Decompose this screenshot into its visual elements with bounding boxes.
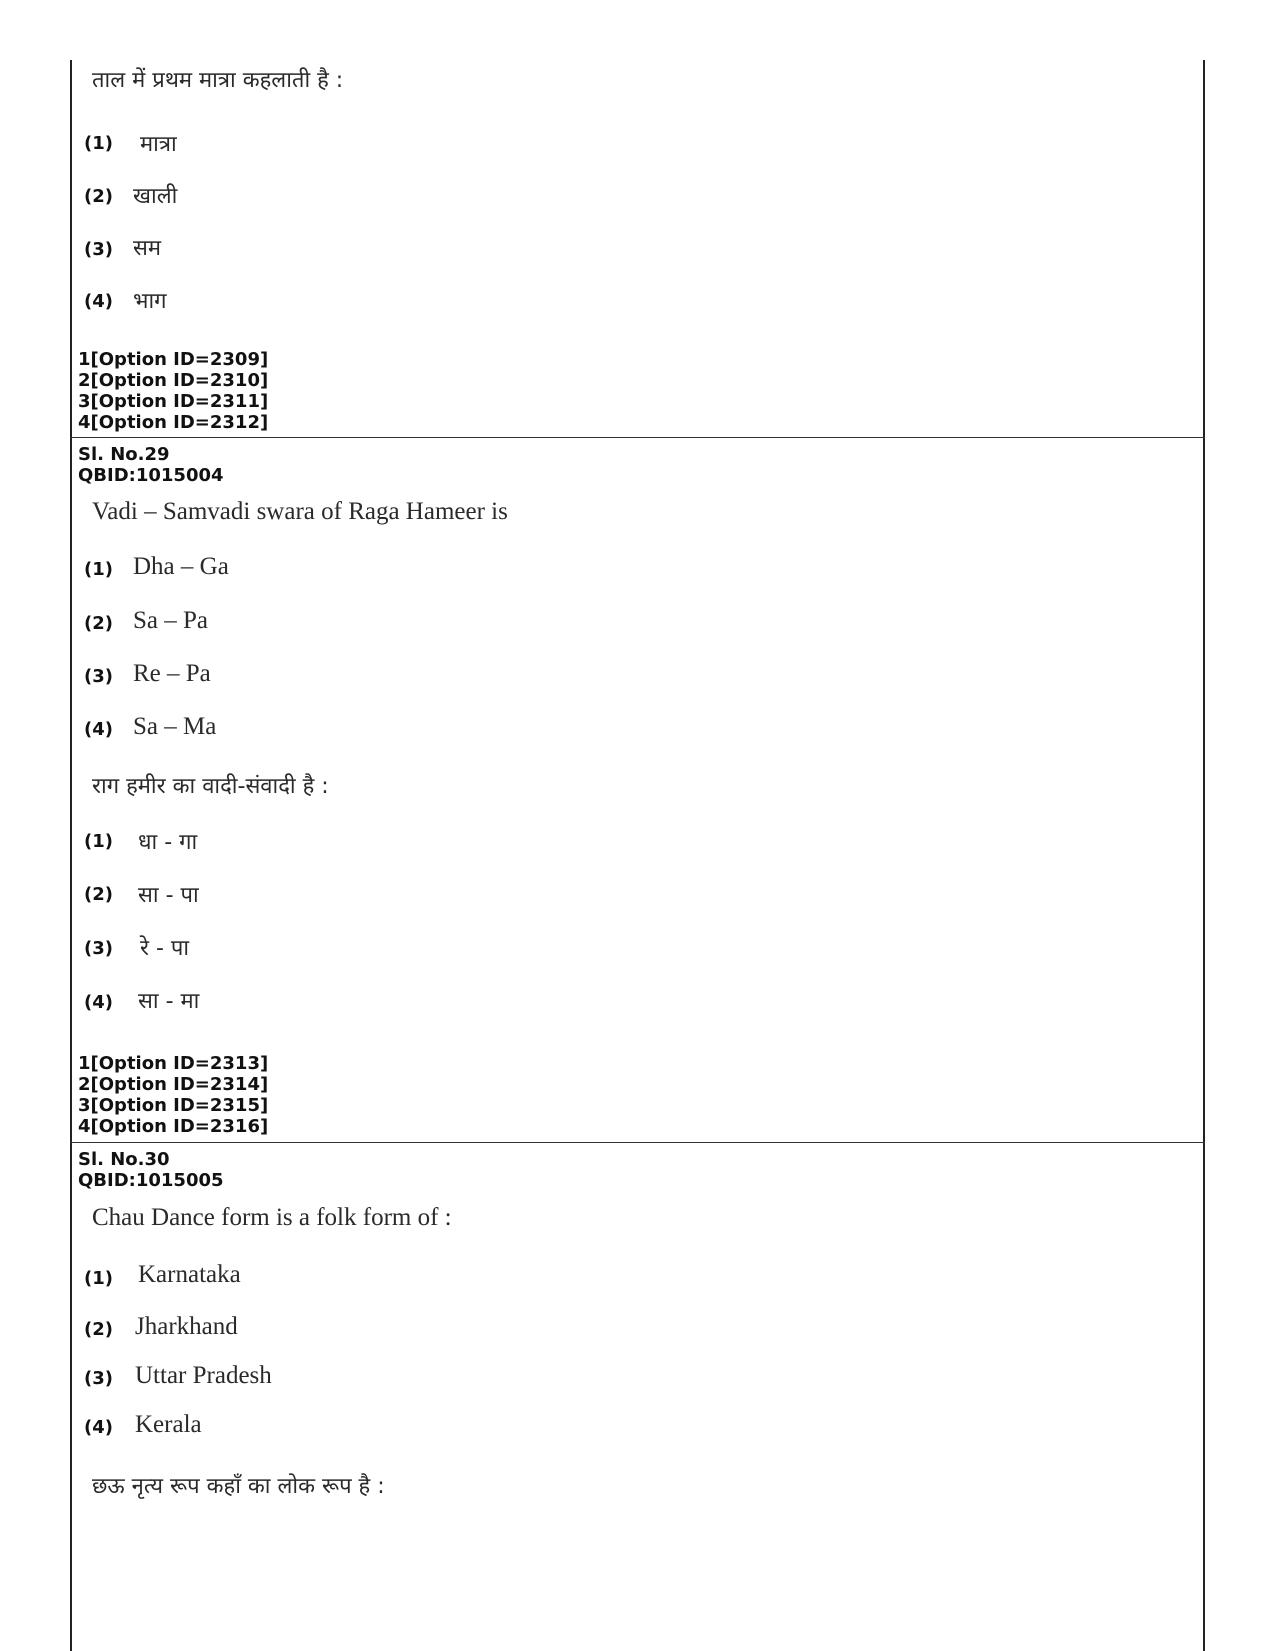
q29-option-4-num: (4) xyxy=(84,719,113,740)
q29-hindi-option-1-text: धा - गा xyxy=(138,830,198,855)
q29-hindi-option-2-text: सा - पा xyxy=(138,883,199,908)
option-id-line: 3[Option ID=2315] xyxy=(78,1095,269,1116)
q29-hindi-option-3-num: (3) xyxy=(84,938,113,959)
q30-option-2-text: Jharkhand xyxy=(135,1313,238,1340)
q28-hindi-option-3-num: (3) xyxy=(84,239,113,260)
option-id-line: 1[Option ID=2313] xyxy=(78,1053,269,1074)
section-divider xyxy=(70,1142,1205,1143)
option-id-line: 2[Option ID=2314] xyxy=(78,1074,269,1095)
option-id-line: 1[Option ID=2309] xyxy=(78,349,269,370)
q29-hindi-option-2-num: (2) xyxy=(84,884,113,905)
q30-option-1-num: (1) xyxy=(84,1268,113,1289)
section-divider xyxy=(70,437,1205,438)
q29-option-1-text: Dha – Ga xyxy=(133,553,229,580)
q29-hindi-option-1-num: (1) xyxy=(84,831,113,852)
q30-option-3-num: (3) xyxy=(84,1368,113,1389)
q30-option-4-num: (4) xyxy=(84,1417,113,1438)
option-id-line: 3[Option ID=2311] xyxy=(78,391,269,412)
q29-sl-no: Sl. No.29 xyxy=(78,444,170,465)
q30-option-1-text: Karnataka xyxy=(138,1261,241,1288)
q29-option-2-num: (2) xyxy=(84,613,113,634)
q30-option-4-text: Kerala xyxy=(135,1411,202,1438)
q29-hindi-option-4-text: सा - मा xyxy=(138,989,200,1014)
q28-hindi-option-3-text: सम xyxy=(133,236,162,261)
q28-hindi-question: ताल में प्रथम मात्रा कहलाती है : xyxy=(92,68,344,93)
q29-option-ids xyxy=(78,1053,268,1137)
q30-hindi-question: छऊ नृत्य रूप कहाँ का लोक रूप है : xyxy=(92,1474,385,1499)
q30-qbid: QBID:1015005 xyxy=(78,1170,224,1191)
q30-sl-no: Sl. No.30 xyxy=(78,1149,170,1170)
q29-option-3-num: (3) xyxy=(84,666,113,687)
q28-hindi-option-4-text: भाग xyxy=(133,289,167,314)
option-id-line: 4[Option ID=2312] xyxy=(78,412,269,433)
right-border xyxy=(1203,60,1205,1651)
option-id-line: 2[Option ID=2310] xyxy=(78,370,269,391)
left-border xyxy=(70,60,72,1651)
q29-header xyxy=(78,444,224,486)
q28-hindi-option-1-num: (1) xyxy=(84,133,113,154)
q28-option-ids xyxy=(78,349,268,433)
q29-hindi-question: राग हमीर का वादी-संवादी है : xyxy=(92,774,329,799)
q28-hindi-option-4-num: (4) xyxy=(84,291,113,312)
q29-option-1-num: (1) xyxy=(84,559,113,580)
q29-option-2-text: Sa – Pa xyxy=(133,607,208,634)
q30-option-3-text: Uttar Pradesh xyxy=(135,1362,272,1389)
q30-option-2-num: (2) xyxy=(84,1319,113,1340)
option-id-line: 4[Option ID=2316] xyxy=(78,1116,269,1137)
q30-question: Chau Dance form is a folk form of : xyxy=(92,1204,452,1231)
q29-hindi-option-3-text: रे - पा xyxy=(140,936,190,961)
q29-qbid: QBID:1015004 xyxy=(78,465,224,486)
q28-hindi-option-2-text: खाली xyxy=(133,184,178,209)
q28-hindi-option-1-text: मात्रा xyxy=(140,132,177,157)
q29-hindi-option-4-num: (4) xyxy=(84,992,113,1013)
q29-question: Vadi – Samvadi swara of Raga Hameer is xyxy=(92,498,508,525)
q29-option-3-text: Re – Pa xyxy=(133,660,211,687)
q30-header xyxy=(78,1149,224,1191)
q29-option-4-text: Sa – Ma xyxy=(133,713,217,740)
q28-hindi-option-2-num: (2) xyxy=(84,186,113,207)
